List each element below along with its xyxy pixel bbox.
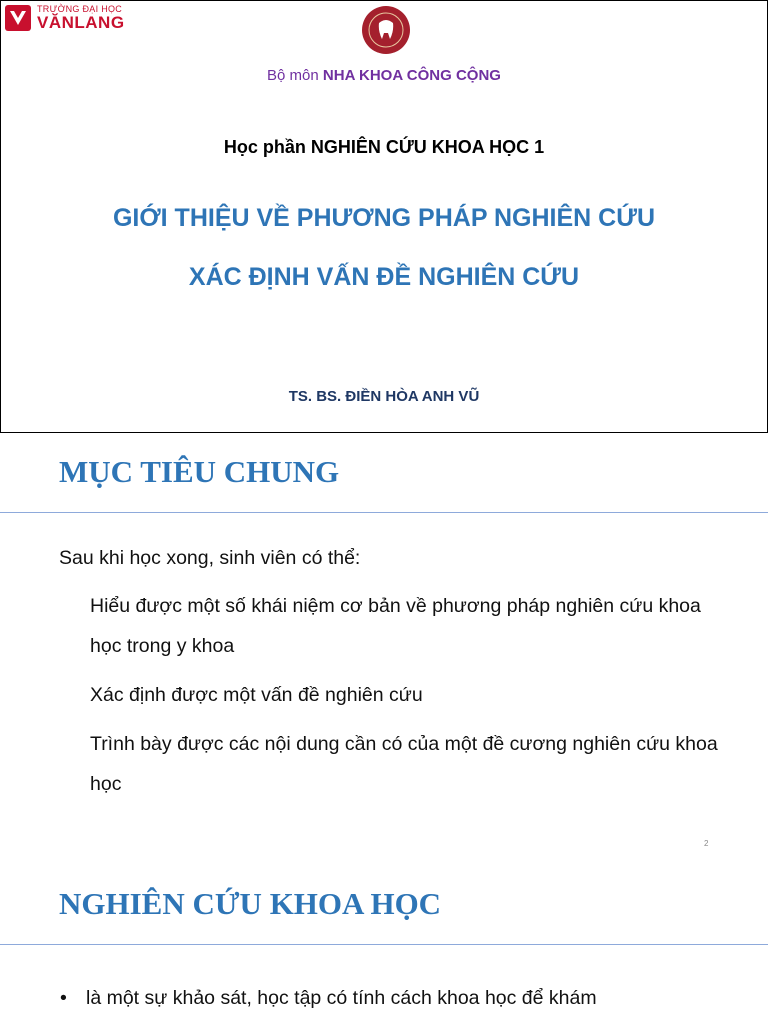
department-line bbox=[1, 67, 767, 84]
vanlang-shield-icon bbox=[5, 5, 31, 31]
course-name: Học phần NGHIÊN CỨU KHOA HỌC 1 bbox=[223, 137, 545, 157]
lecture-title-line-2: XÁC ĐỊNH VẤN ĐỀ NGHIÊN CỨU bbox=[188, 263, 580, 291]
lecture-title-line-1: GIỚI THIỆU VỀ PHƯƠNG PHÁP NGHIÊN CỨU bbox=[112, 204, 656, 232]
department-name: NHA KHOA CÔNG CỘNG bbox=[322, 67, 501, 84]
bullet-item bbox=[60, 980, 597, 1016]
bullet-icon: • bbox=[60, 987, 67, 1009]
title-divider bbox=[0, 512, 768, 513]
vanlang-logo bbox=[5, 5, 125, 31]
faculty-seal-icon bbox=[361, 5, 411, 55]
bullet-text: là một sự khảo sát, học tập có tính cách khoa học để khám bbox=[86, 987, 597, 1009]
objectives-title: MỤC TIÊU CHUNG bbox=[59, 454, 340, 489]
research-title: NGHIÊN CỨU KHOA HỌC bbox=[59, 886, 442, 921]
logo-small-text: TRƯỜNG ĐẠI HỌC bbox=[37, 4, 123, 14]
author-name: TS. BS. ĐIỀN HÒA ANH VŨ bbox=[288, 388, 480, 405]
objectives-intro: Sau khi học xong, sinh viên có thể: bbox=[59, 547, 361, 569]
page-number: 2 bbox=[704, 839, 709, 848]
research-slide bbox=[0, 864, 768, 1024]
objective-item: Trình bày được các nội dung cần có của một đề cương nghiên cứu khoa học bbox=[90, 733, 718, 795]
objectives-slide bbox=[0, 432, 768, 864]
department-prefix: Bộ môn bbox=[267, 67, 319, 84]
objective-item: Xác định được một vấn đề nghiên cứu bbox=[90, 684, 423, 706]
title-divider bbox=[0, 944, 768, 945]
objective-item: Hiểu được một số khái niệm cơ bản về phương pháp nghiên cứu khoa học trong y khoa bbox=[90, 595, 701, 657]
logo-big-text: VĂNLANG bbox=[37, 13, 125, 32]
title-slide bbox=[0, 0, 768, 433]
